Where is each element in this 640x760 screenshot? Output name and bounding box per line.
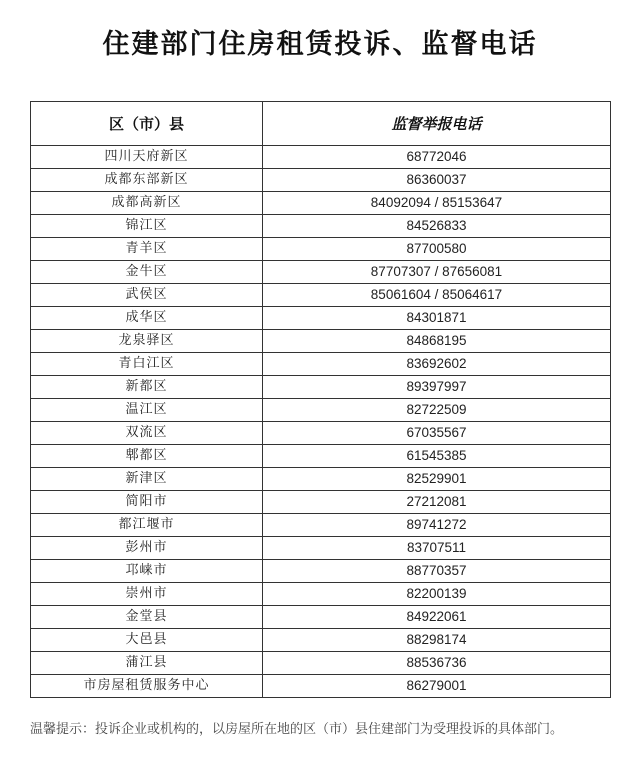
phone-cell: 84868195	[263, 330, 611, 353]
table-row	[31, 491, 611, 514]
table-row	[31, 376, 611, 399]
phone-cell: 61545385	[263, 445, 611, 468]
table-row	[31, 146, 611, 169]
complaint-phone-table	[30, 101, 611, 698]
phone-cell: 84922061	[263, 606, 611, 629]
district-cell: 双流区	[31, 422, 263, 445]
district-cell: 新都区	[31, 376, 263, 399]
phone-cell: 84092094 / 85153647	[263, 192, 611, 215]
district-cell: 龙泉驿区	[31, 330, 263, 353]
district-cell: 四川天府新区	[31, 146, 263, 169]
phone-cell: 27212081	[263, 491, 611, 514]
district-cell: 青白江区	[31, 353, 263, 376]
header-district: 区（市）县	[31, 102, 263, 146]
table-row	[31, 629, 611, 652]
phone-cell: 82529901	[263, 468, 611, 491]
district-cell: 金牛区	[31, 261, 263, 284]
phone-cell: 82200139	[263, 583, 611, 606]
table-row	[31, 675, 611, 698]
table-header-row	[31, 102, 611, 146]
table-row	[31, 606, 611, 629]
table-row	[31, 330, 611, 353]
district-cell: 蒲江县	[31, 652, 263, 675]
phone-cell: 88536736	[263, 652, 611, 675]
table-row	[31, 261, 611, 284]
table-row	[31, 284, 611, 307]
phone-cell: 68772046	[263, 146, 611, 169]
table-row	[31, 422, 611, 445]
table-row	[31, 537, 611, 560]
phone-cell: 89397997	[263, 376, 611, 399]
table-row	[31, 215, 611, 238]
phone-cell: 87700580	[263, 238, 611, 261]
district-cell: 成华区	[31, 307, 263, 330]
phone-cell: 83707511	[263, 537, 611, 560]
phone-cell: 86279001	[263, 675, 611, 698]
phone-cell: 67035567	[263, 422, 611, 445]
table-row	[31, 238, 611, 261]
table-row	[31, 445, 611, 468]
phone-cell: 84526833	[263, 215, 611, 238]
district-cell: 崇州市	[31, 583, 263, 606]
tip-note: 温馨提示：投诉企业或机构的，以房屋所在地的区（市）县住建部门为受理投诉的具体部门。	[30, 722, 564, 737]
district-cell: 大邑县	[31, 629, 263, 652]
table-row	[31, 652, 611, 675]
district-cell: 金堂县	[31, 606, 263, 629]
district-cell: 郫都区	[31, 445, 263, 468]
district-cell: 邛崃市	[31, 560, 263, 583]
table-row	[31, 560, 611, 583]
phone-cell: 83692602	[263, 353, 611, 376]
phone-cell: 84301871	[263, 307, 611, 330]
district-cell: 锦江区	[31, 215, 263, 238]
phone-cell: 89741272	[263, 514, 611, 537]
district-cell: 简阳市	[31, 491, 263, 514]
table-row	[31, 353, 611, 376]
phone-cell: 88770357	[263, 560, 611, 583]
header-phone: 监督举报电话	[263, 102, 611, 146]
phone-cell: 87707307 / 87656081	[263, 261, 611, 284]
table-body	[31, 146, 611, 698]
district-cell: 新津区	[31, 468, 263, 491]
district-cell: 温江区	[31, 399, 263, 422]
district-cell: 市房屋租赁服务中心	[31, 675, 263, 698]
district-cell: 武侯区	[31, 284, 263, 307]
phone-cell: 88298174	[263, 629, 611, 652]
phone-cell: 86360037	[263, 169, 611, 192]
page-title: 住建部门住房租赁投诉、监督电话	[102, 29, 538, 60]
table-row	[31, 399, 611, 422]
table-row	[31, 468, 611, 491]
table-row	[31, 514, 611, 537]
phone-cell: 82722509	[263, 399, 611, 422]
district-cell: 成都东部新区	[31, 169, 263, 192]
district-cell: 彭州市	[31, 537, 263, 560]
table-row	[31, 192, 611, 215]
table-row	[31, 169, 611, 192]
table-row	[31, 307, 611, 330]
district-cell: 都江堰市	[31, 514, 263, 537]
district-cell: 成都高新区	[31, 192, 263, 215]
district-cell: 青羊区	[31, 238, 263, 261]
phone-cell: 85061604 / 85064617	[263, 284, 611, 307]
table-row	[31, 583, 611, 606]
